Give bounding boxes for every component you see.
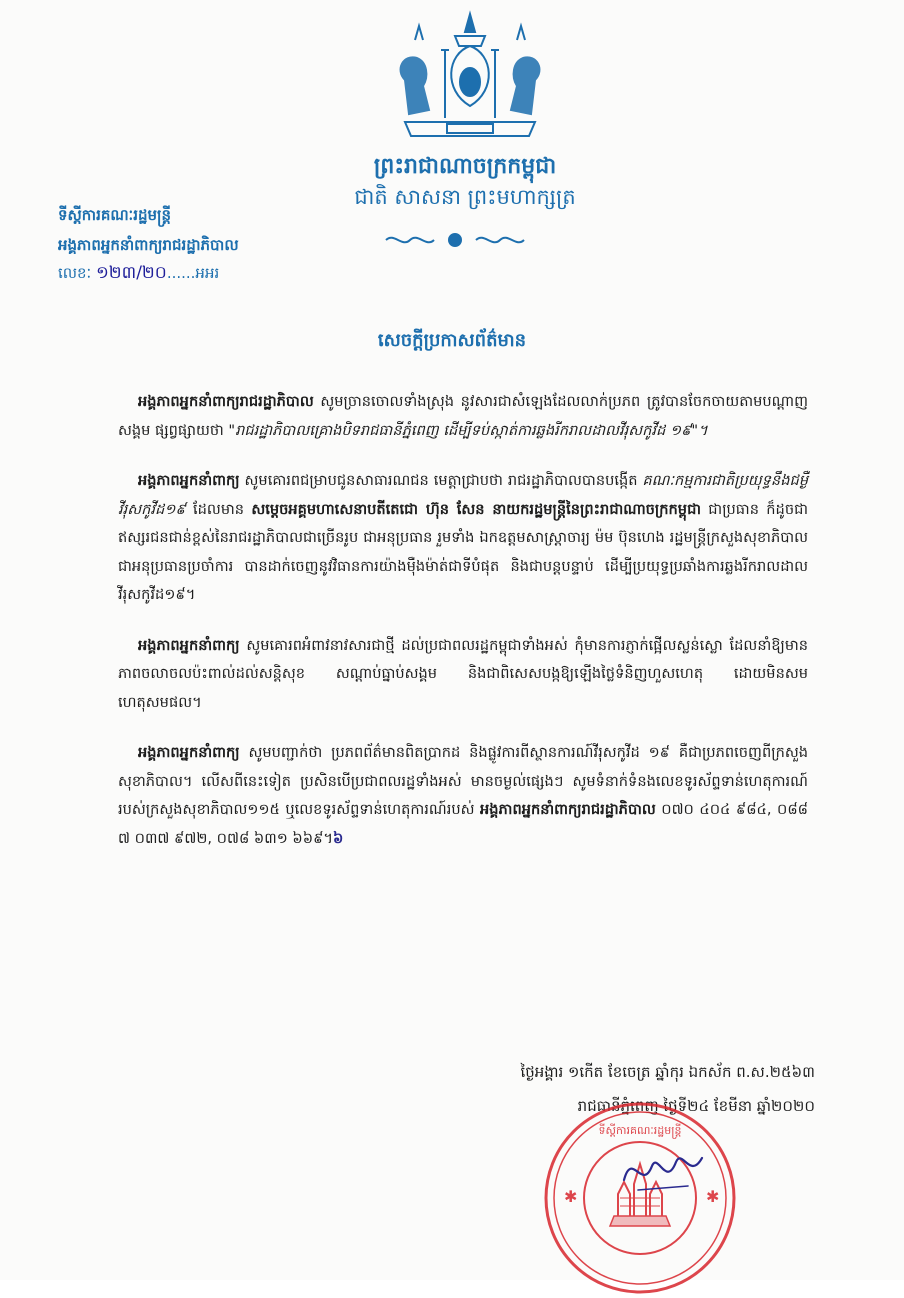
- svg-text:✱: ✱: [564, 1187, 578, 1206]
- paragraph-2-text-1: សូមគោរពជម្រាបជូនសាធារណជន មេត្តាជ្រាបថា រាជរដ្ឋាភិបាលបានបង្កើត: [239, 472, 643, 489]
- paragraph-3-text: សូមគោរពអំពាវនាវសារជាថ្មី ដល់ប្រជាពលរដ្ឋកម្ពុជាទាំងអស់ កុំមានការភ្ញាក់ផ្អើលស្លន់ស្លោ ដែលនាំឱ្យមានភាពចលាចលប៉ះពាល់ដល់សន្ដិសុខ សណ្ដាប់ធ្នាប់សង្គម និងជាពិសេសបង្កឱ្យឡើងថ្លៃទំនិញហួសហេតុ ដោយមិនសមហេតុសមផល។: [118, 636, 808, 711]
- svg-text:✱: ✱: [706, 1187, 720, 1206]
- reference-label: លេខៈ: [58, 264, 92, 282]
- paragraph-1-lead: អង្គភាពអ្នកនាំពាក្យរាជរដ្ឋាភិបាល: [138, 393, 314, 410]
- lunar-date: ថ្ងៃអង្គារ ១កើត ខែចេត្រ ឆ្នាំកុរ ឯកស័ក ព.ស.២៥៦៣: [520, 1063, 815, 1081]
- paragraph-4-office: អង្គភាពអ្នកនាំពាក្យរាជរដ្ឋាភិបាល: [480, 801, 656, 818]
- paragraph-4-lead: អង្គភាពអ្នកនាំពាក្យ: [138, 744, 240, 761]
- paragraph-1: [118, 388, 808, 445]
- paragraph-2-chair: សម្ដេចអគ្គមហាសេនាបតីតេជោ ហ៊ុន សែន នាយករដ្ឋមន្ត្រីនៃព្រះរាជាណាចក្រកម្ពុជា: [251, 500, 701, 518]
- reference-number: [58, 262, 219, 287]
- reference-suffix: ......អអរ: [166, 264, 220, 282]
- paragraph-3-lead: អង្គភាពអ្នកនាំពាក្យ: [138, 636, 240, 654]
- paragraph-4: [118, 739, 808, 853]
- office-name-line1: ទីស្ដីការគណៈរដ្ឋមន្ត្រី: [58, 206, 172, 224]
- paragraph-2-text-3: ជាប្រធាន ក៏ដូចជាឥស្សរជនជាន់ខ្ពស់នៃរាជរដ្ឋាភិបាលជាច្រើនរូប ជាអនុប្រធាន រួមទាំង ឯកឧត្ដមសាស្ត្រាចារ្យ ម៉ម ប៊ុនហេង រដ្ឋមន្ត្រីក្រសួងសុខាភិបាល ជាអនុប្រធានប្រចាំការ បានដាក់ចេញនូវវិធានការយ៉ាងម៉ឺងម៉ាត់ជាទីបំផុត និងជាបន្ដបន្ទាប់ ដើម្បីប្រយុទ្ធប្រឆាំងការឆ្លងរីករាលដាលវីរុសកូវីដ១៩។: [118, 500, 808, 603]
- kingdom-name: ព្រះរាជាណាចក្រកម្ពុជា: [373, 154, 557, 179]
- paragraph-2: [118, 467, 808, 610]
- paragraph-4-end-mark: ៦: [333, 829, 344, 847]
- reference-number-value: ១២៣/២០: [95, 263, 167, 283]
- issuing-office: [58, 200, 358, 260]
- paragraph-2-text-2: ដែលមាន: [185, 500, 252, 518]
- place-and-date: រាជធានីភ្នំពេញ ថ្ងៃទី២៤ ខែមីនា ឆ្នាំ២០២០: [577, 1097, 815, 1115]
- handwritten-signature: [618, 1140, 708, 1200]
- paragraph-3: [118, 632, 808, 718]
- tacteng-ornament: [380, 228, 530, 252]
- royal-arms-emblem: [385, 10, 555, 150]
- seal-ring-text: ទីស្ដីការគណៈរដ្ឋមន្ត្រី: [598, 1124, 682, 1137]
- document-title: សេចក្ដីប្រកាសព័ត៌មាន: [377, 330, 527, 351]
- national-motto: ជាតិ សាសនា ព្រះមហាក្សត្រ: [354, 185, 576, 209]
- paragraph-4-text-1: សូមបញ្ជាក់ថា ប្រភពព័ត៌មានពិតប្រាកដ និងផ្លូវការពីស្ថានការណ៍វីរុសកូវីដ ១៩ គឺជាប្រភពចេញពីក្រសួងសុខាភិបាល។ លើសពីនេះទៀត ប្រសិនបើប្រជាពលរដ្ឋទាំងអស់ មានចម្ងល់ផ្សេងៗ សូមទំនាក់ទំនងលេខទូរស័ព្ទទាន់ហេតុការណ៍របស់ក្រសួងសុខាភិបាល១១៥ ឬលេខទូរស័ព្ទទាន់ហេតុការណ៍របស់: [118, 744, 808, 818]
- paragraph-2-committee: គណៈកម្មការជាតិប្រយុទ្ធនឹងជម្ងឺវីរុសកូវីដ១៩: [118, 472, 808, 518]
- paragraph-1-text: សូមច្រានចោលទាំងស្រុង នូវសារជាសំឡេងដែលលាក់ប្រភព ត្រូវបានចែកចាយតាមបណ្ដាញសង្គម ផ្សព្វផ្សាយថា: [118, 393, 808, 439]
- paragraph-2-lead: អង្គភាពអ្នកនាំពាក្យ: [138, 472, 240, 489]
- paragraph-1-quote: "រាជរដ្ឋាភិបាលគ្រោងបិទរាជធានីភ្នំពេញ ដើម្បីទប់ស្កាត់ការឆ្លងរីករាលដាលវីរុសកូវីដ ១៩"។: [228, 421, 708, 439]
- document-body: [118, 388, 808, 875]
- office-name-line2: អង្គភាពអ្នកនាំពាក្យរាជរដ្ឋាភិបាល: [58, 236, 239, 254]
- paragraph-4-text-2: ០៧០ ៤០៤ ៩៨៤, ០៨៨ ៧ ០៣៧ ៩៧២, ០៧៨ ៦៣១ ៦៦៩។: [118, 801, 808, 847]
